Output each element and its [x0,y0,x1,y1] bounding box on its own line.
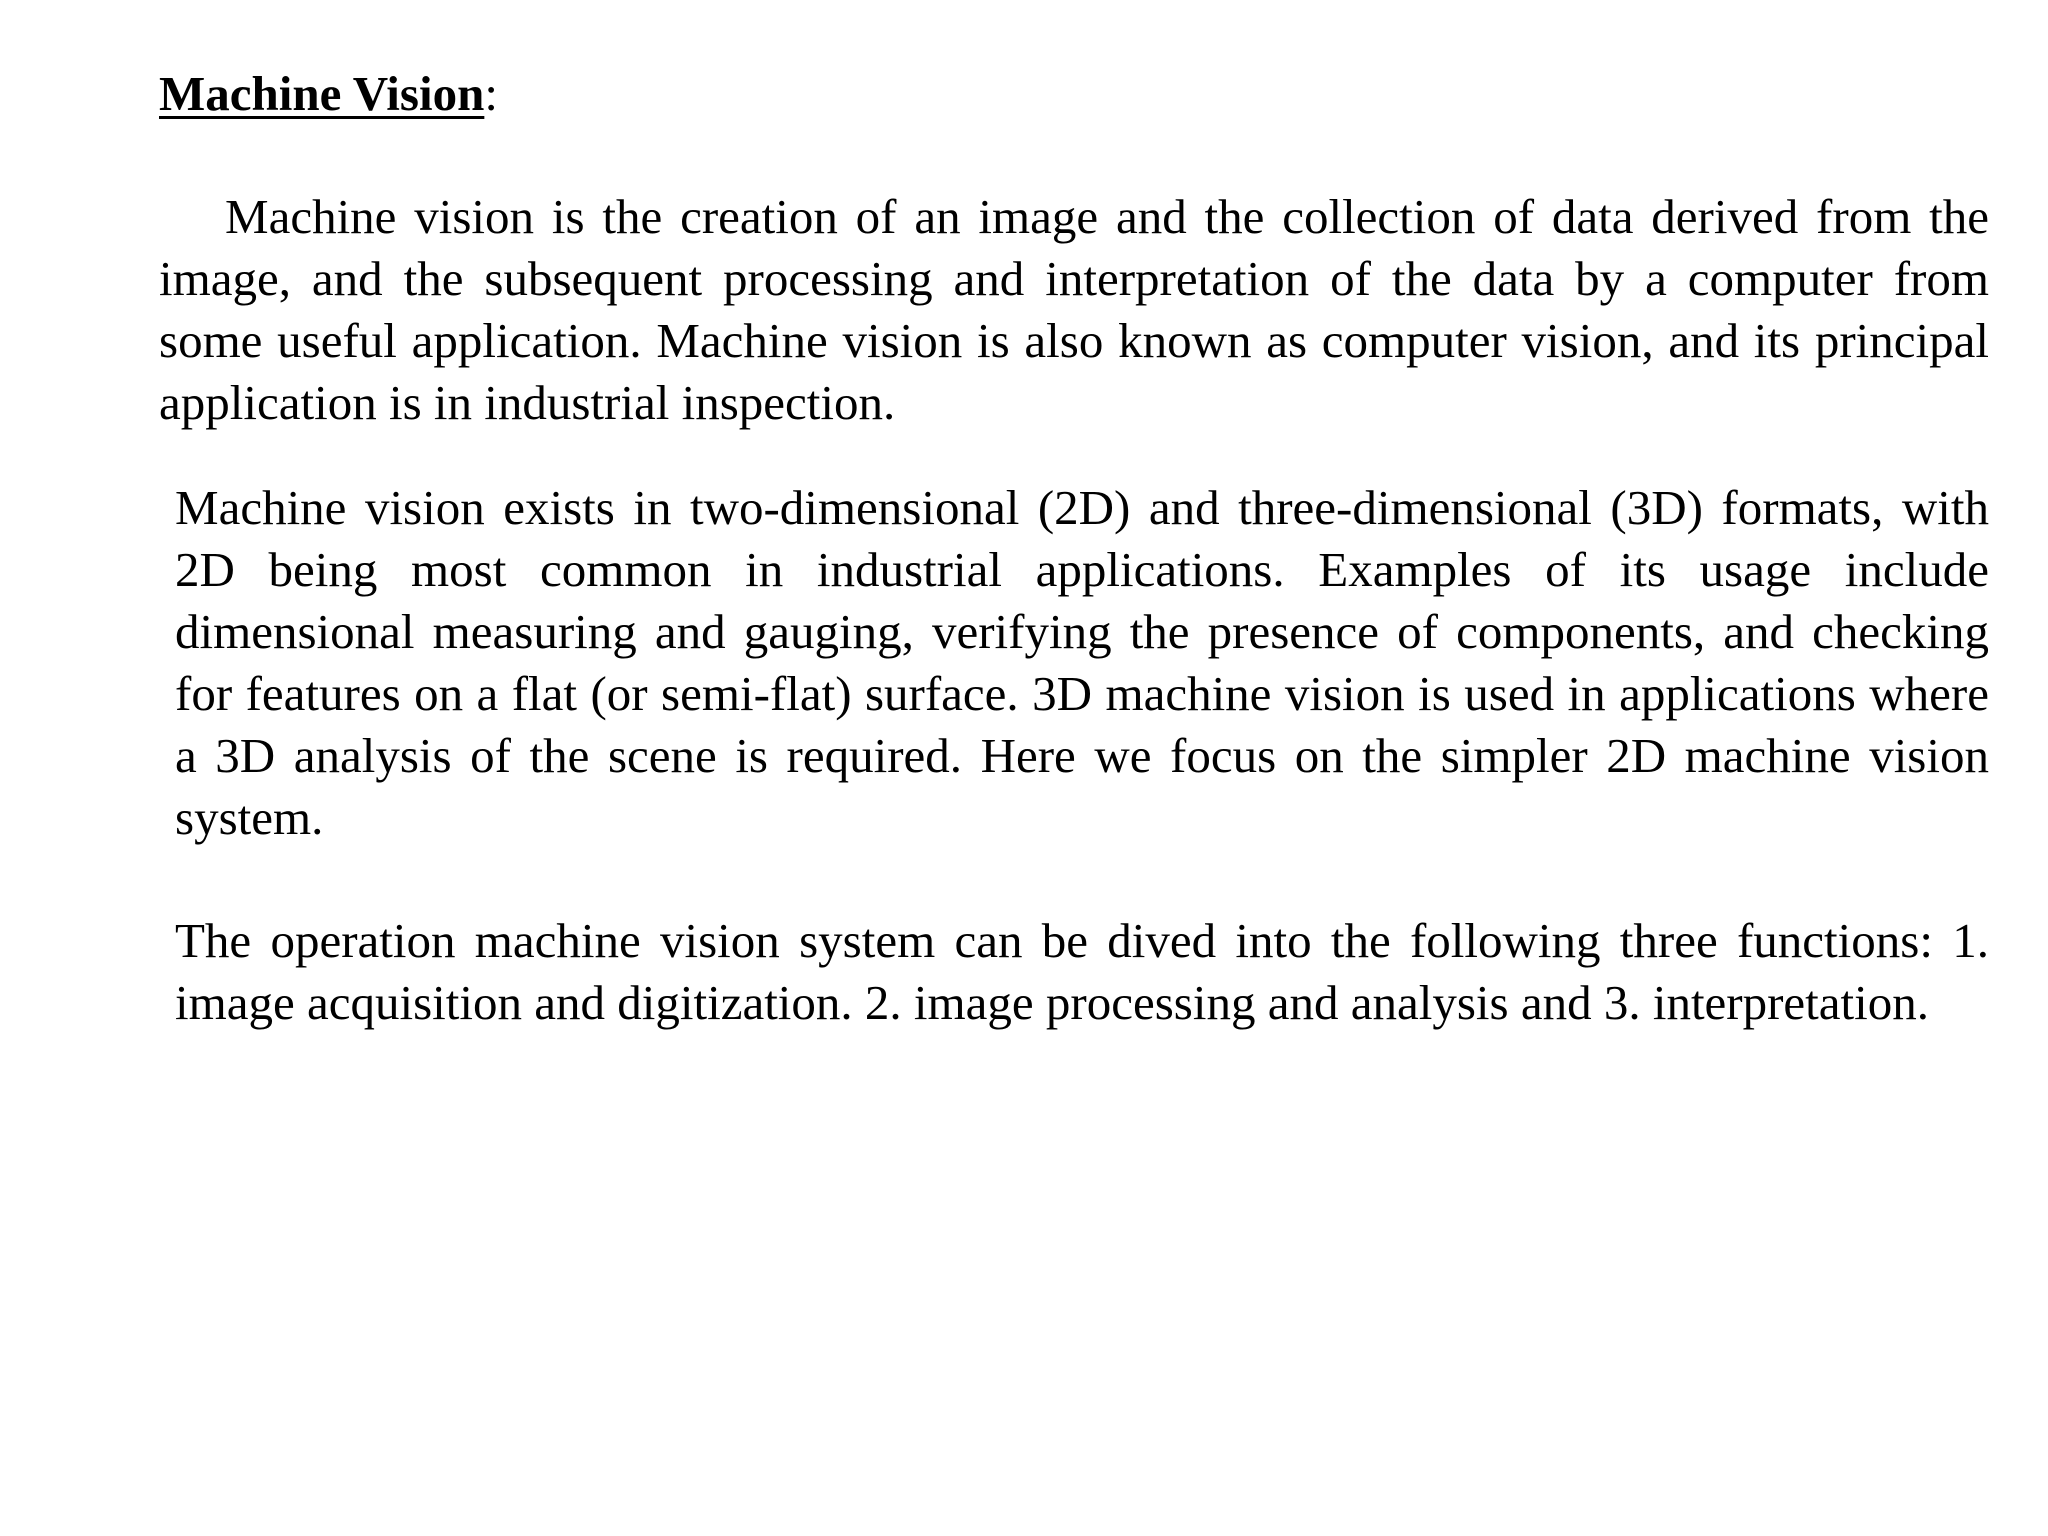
heading-title: Machine Vision [159,66,485,121]
heading-colon: : [484,66,498,121]
section-heading [159,66,498,122]
paragraph-functions: The operation machine vision system can be dived into the following three functions: 1. image acquisition and digitization. 2. image processing and analysis and 3. interpretation. [175,913,1989,1030]
paragraph-intro: Machine vision is the creation of an image and the collection of data derived from the image, and the subsequent processing and interpretation of the data by a computer from some useful application. Machine vision is also known as computer vision, and its principal application is in industrial inspection. [159,189,1989,430]
paragraph-formats: Machine vision exists in two-dimensional (2D) and three-dimensional (3D) formats, with 2D being most common in industrial applications. Examples of its usage include dimensional measuring and gauging, verifying the presence of components, and checking for features on a flat (or semi-flat) surface. 3D machine vision is used in applications where a 3D analysis of the scene is required. Here we focus on the simpler 2D machine vision system. [175,480,1989,845]
